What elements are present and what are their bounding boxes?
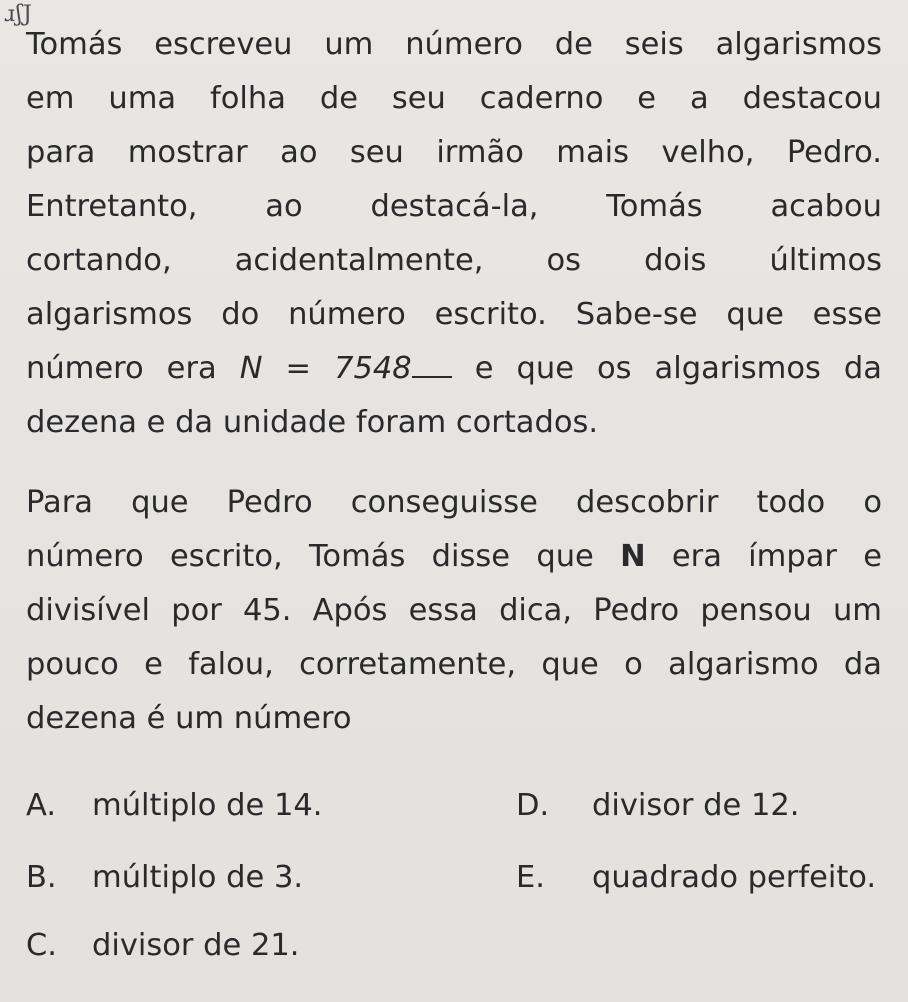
number-expression: N = 7548	[239, 351, 412, 386]
option-text: quadrado perfeito.	[592, 860, 877, 895]
paragraph-1-line: em uma folha de seu caderno e a destacou	[26, 81, 882, 116]
option-letter: C.	[26, 928, 57, 963]
paragraph-2-line: pouco e falou, corretamente, que o algarismo da	[26, 647, 882, 682]
option-text: divisor de 12.	[592, 788, 800, 823]
problem-paragraph-2	[26, 476, 882, 746]
paragraph-1-line-number	[26, 342, 882, 396]
paragraph-2-line	[26, 530, 882, 584]
paragraph-1-line: algarismos do número escrito. Sabe-se que esse	[26, 297, 882, 332]
paragraph-1-line: para mostrar ao seu irmão mais velho, Pedro.	[26, 135, 882, 170]
line7-prefix: número era	[26, 351, 240, 386]
handwritten-note: ɹʃJ	[4, 2, 33, 27]
line2-suffix: era ímpar e	[645, 539, 882, 574]
paragraph-1-line: Entretanto, ao destacá-la, Tomás acabou	[26, 189, 882, 224]
option-a[interactable]	[26, 788, 322, 823]
option-letter: E.	[516, 860, 545, 895]
option-e[interactable]	[516, 860, 876, 895]
paragraph-1-line: cortando, acidentalmente, os dois últimos	[26, 243, 882, 278]
problem-paragraph-1	[26, 18, 882, 450]
blank-underline	[412, 374, 452, 378]
option-c[interactable]	[26, 928, 299, 963]
paragraph-2-line: dezena é um número	[26, 701, 352, 736]
option-letter: B.	[26, 860, 57, 895]
option-text: múltiplo de 14.	[92, 788, 323, 823]
paragraph-1-line: Tomás escreveu um número de seis algarismos	[26, 27, 882, 62]
line7-suffix: e que os algarismos da	[451, 351, 882, 386]
paragraph-2-line: Para que Pedro conseguisse descobrir todo o	[26, 485, 882, 520]
option-b[interactable]	[26, 860, 303, 895]
bold-n: N	[620, 539, 646, 574]
paragraph-2-line: divisível por 45. Após essa dica, Pedro pensou um	[26, 593, 882, 628]
option-d[interactable]	[516, 788, 799, 823]
paragraph-1-line: dezena e da unidade foram cortados.	[26, 405, 599, 440]
option-letter: A.	[26, 788, 57, 823]
option-text: divisor de 21.	[92, 928, 300, 963]
line2-prefix: número escrito, Tomás disse que	[26, 539, 621, 574]
option-letter: D.	[516, 788, 550, 823]
option-text: múltiplo de 3.	[92, 860, 304, 895]
